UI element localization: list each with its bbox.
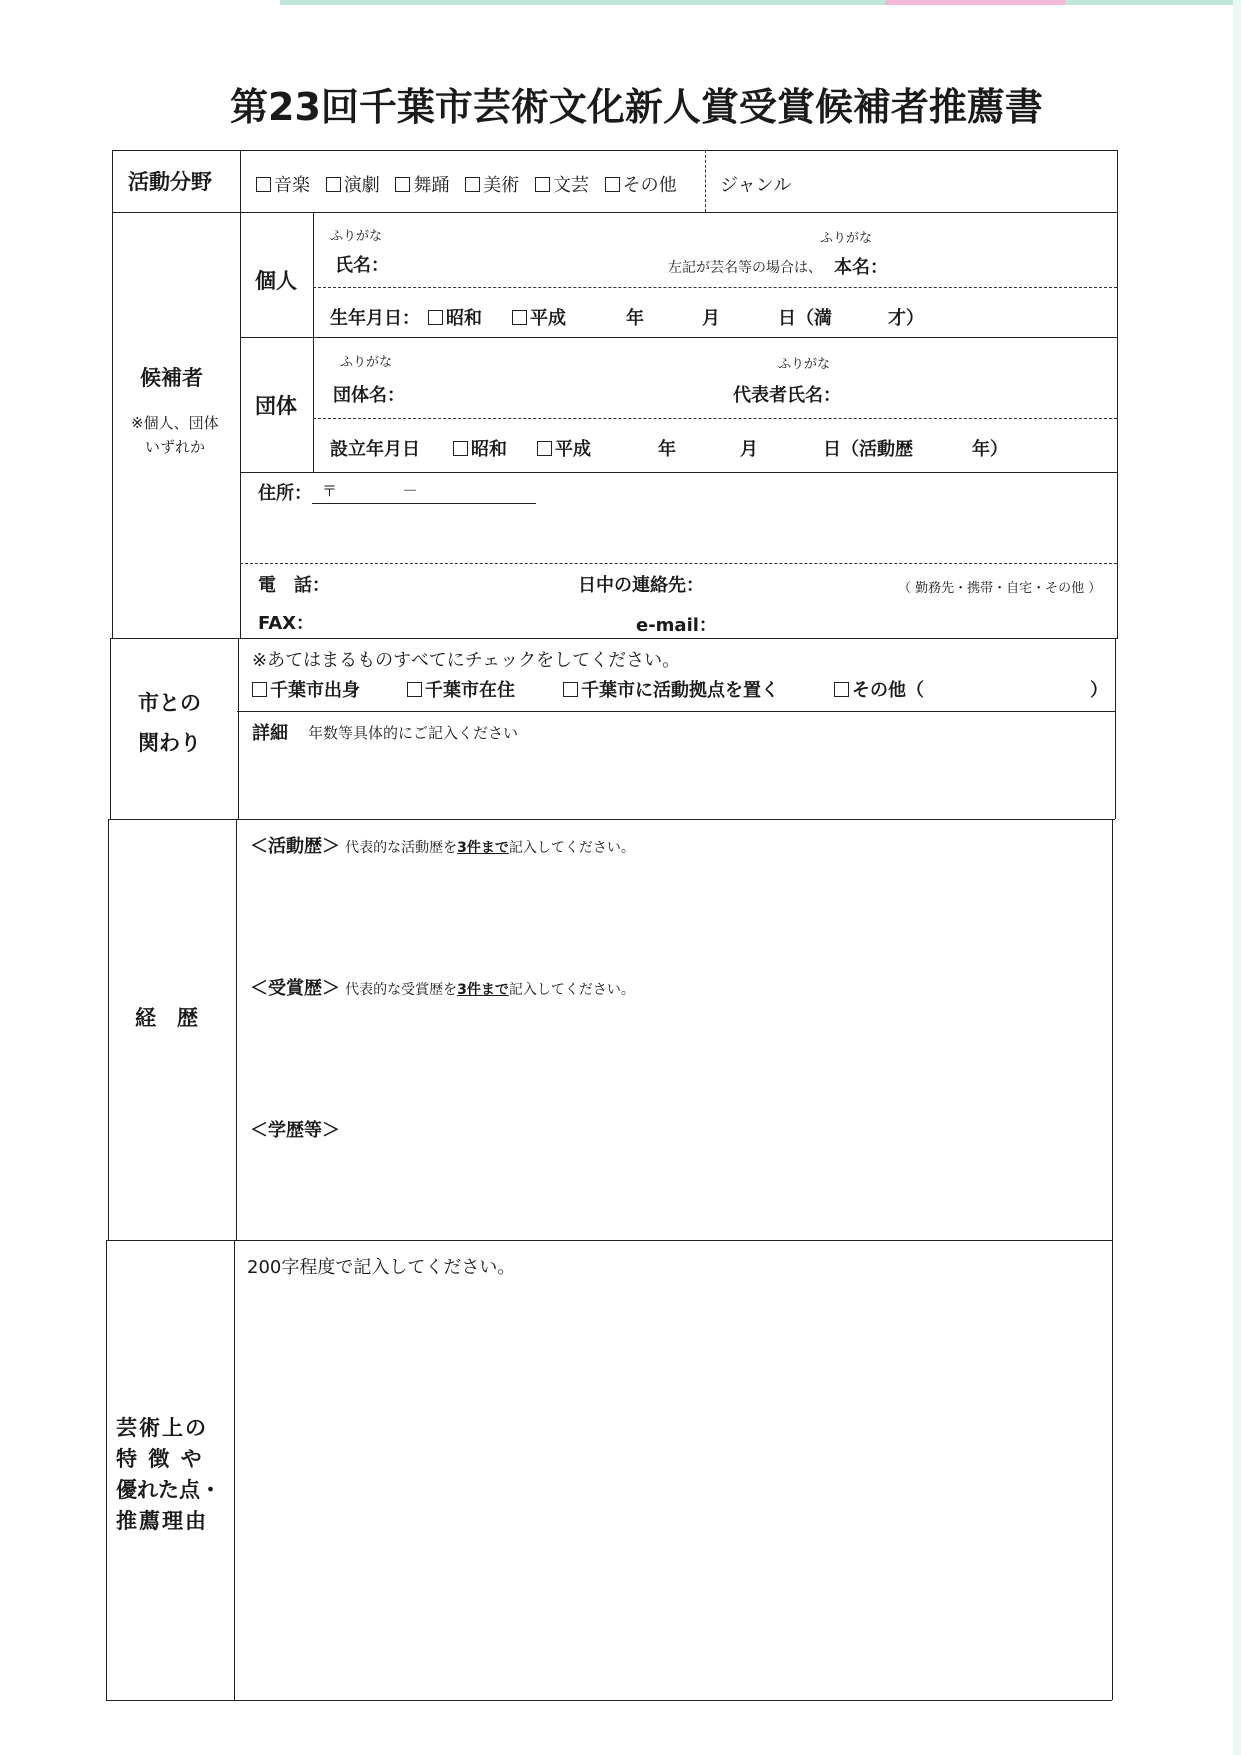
postal-mark: 〒	[322, 482, 338, 500]
genre-divider	[705, 150, 706, 212]
row-divider	[240, 472, 1118, 473]
label-column-divider	[238, 638, 239, 819]
field-option-other[interactable]: その他	[605, 175, 677, 196]
top-pink-tab	[885, 0, 1065, 5]
activity-history	[250, 832, 635, 858]
representative-name-label: 代表者氏名：	[733, 385, 841, 406]
postal-code-underline	[312, 503, 536, 504]
row-divider	[110, 638, 1118, 639]
table-border-left	[108, 819, 109, 1240]
row-divider	[237, 711, 1115, 712]
birth-month-unit: 月	[702, 308, 720, 329]
founded-era-showa[interactable]: 昭和	[453, 435, 507, 461]
award-note: 代表的な受賞歴を3件まで記入してください。	[345, 982, 635, 998]
relation-other-close: ）	[1090, 680, 1108, 701]
row-divider	[108, 819, 1115, 820]
phone-label: 電 話：	[258, 575, 330, 596]
relation-option-other[interactable]: その他（	[834, 676, 924, 702]
activity-note: 代表的な活動歴を3件まで記入してください。	[345, 840, 635, 856]
rep-furigana: ふりがな	[778, 357, 831, 372]
checkbox-icon[interactable]	[537, 441, 552, 456]
table-border-right	[1112, 819, 1113, 1700]
checkbox-icon[interactable]	[407, 682, 422, 697]
label-column-divider	[240, 150, 241, 638]
table-border-right	[1115, 638, 1116, 819]
founded-day-unit: 日（活動歴	[823, 439, 913, 460]
checkbox-icon[interactable]	[252, 682, 267, 697]
reason-instruction: 200字程度で記入してください。	[247, 1257, 516, 1278]
individual-dashed-divider	[313, 287, 1117, 288]
founded-month-unit: 月	[740, 439, 758, 460]
field-option-art[interactable]: 美術	[465, 175, 519, 196]
checkbox-icon[interactable]	[512, 310, 527, 325]
birth-day-unit: 日（満	[778, 308, 832, 329]
row-divider	[112, 212, 1118, 213]
group-dashed-divider	[313, 418, 1117, 419]
field-option-music[interactable]: 音楽	[256, 175, 310, 196]
founded-date-label: 設立年月日	[330, 439, 420, 460]
table-border-bottom	[106, 1700, 1112, 1701]
relation-label-line2: 関わり	[138, 731, 201, 755]
reason-label-line2: 特 徴 や	[116, 1447, 204, 1471]
sub-label-divider	[313, 212, 314, 472]
candidate-label: 候補者	[140, 366, 203, 390]
fax-label: FAX：	[258, 613, 315, 634]
activity-heading: ＜活動歴＞	[250, 836, 340, 857]
reason-label-line4: 推薦理由	[116, 1509, 208, 1533]
checkbox-icon[interactable]	[465, 177, 480, 192]
row-divider	[240, 337, 1118, 338]
checkbox-icon[interactable]	[256, 177, 271, 192]
birth-year-unit: 年	[626, 308, 644, 329]
checkbox-icon[interactable]	[326, 177, 341, 192]
email-label: e-mail：	[636, 615, 717, 636]
award-history	[250, 974, 635, 1000]
reason-label-line3: 優れた点・	[116, 1478, 221, 1502]
real-name-furigana: ふりがな	[820, 231, 873, 246]
birth-era-showa[interactable]: 昭和	[428, 304, 482, 330]
table-border-left	[112, 150, 113, 638]
right-scan-edge	[1233, 0, 1241, 1755]
candidate-note-line1: ※個人、団体	[131, 414, 219, 432]
relation-option-resident[interactable]: 千葉市在住	[407, 676, 515, 702]
address-label: 住所：	[258, 483, 312, 504]
checkbox-icon[interactable]	[605, 177, 620, 192]
field-options	[256, 171, 677, 197]
table-border-left	[110, 638, 111, 819]
group-label: 団体	[255, 394, 297, 418]
field-label: 活動分野	[128, 170, 212, 194]
founded-era-heisei[interactable]: 平成	[537, 435, 591, 461]
education-heading: ＜学歴等＞	[250, 1120, 340, 1141]
birthdate-label: 生年月日：	[330, 308, 420, 329]
age-unit: 才）	[888, 308, 924, 329]
relation-option-born[interactable]: 千葉市出身	[252, 676, 360, 702]
genre-label: ジャンル	[720, 175, 792, 196]
group-name-label: 団体名：	[333, 385, 405, 406]
relation-detail-note: 年数等具体的にご記入ください	[308, 724, 519, 742]
field-option-literature[interactable]: 文芸	[535, 175, 589, 196]
group-furigana: ふりがな	[340, 355, 393, 370]
postal-dash: －	[402, 481, 419, 500]
founded-year-unit: 年	[658, 439, 676, 460]
form-title: 第23回千葉市芸術文化新人賞受賞候補者推薦書	[230, 85, 1043, 129]
real-name-field-label: 本名：	[834, 257, 888, 278]
checkbox-icon[interactable]	[834, 682, 849, 697]
checkbox-icon[interactable]	[453, 441, 468, 456]
checkbox-icon[interactable]	[563, 682, 578, 697]
top-color-strip	[280, 0, 1241, 5]
checkbox-icon[interactable]	[428, 310, 443, 325]
table-border-top	[112, 150, 1118, 151]
career-label: 経 歴	[135, 1006, 198, 1030]
relation-instruction: ※あてはまるものすべてにチェックをしてください。	[252, 650, 681, 671]
field-option-dance[interactable]: 舞踊	[395, 175, 449, 196]
name-field-label: 氏名：	[335, 255, 389, 276]
label-column-divider	[236, 819, 237, 1240]
individual-furigana: ふりがな	[330, 229, 383, 244]
individual-label: 個人	[255, 269, 297, 293]
candidate-note-line2: いずれか	[145, 438, 206, 456]
birth-era-heisei[interactable]: 平成	[512, 304, 566, 330]
history-year-unit: 年）	[972, 439, 1008, 460]
stage-name-note: 左記が芸名等の場合は、	[668, 260, 822, 276]
row-divider	[106, 1240, 1113, 1241]
table-border-right	[1117, 150, 1118, 638]
daytime-contact-options: （ 勤務先・携帯・自宅・その他 ）	[898, 581, 1102, 596]
award-heading: ＜受賞歴＞	[250, 978, 340, 999]
relation-detail-label: 詳細	[252, 723, 288, 744]
label-column-divider	[234, 1240, 235, 1700]
reason-label-line1: 芸術上の	[116, 1416, 208, 1440]
field-option-drama[interactable]: 演劇	[326, 175, 380, 196]
relation-label-line1: 市との	[138, 691, 201, 715]
checkbox-icon[interactable]	[395, 177, 410, 192]
relation-option-base[interactable]: 千葉市に活動拠点を置く	[563, 676, 779, 702]
daytime-contact-label: 日中の連絡先：	[578, 575, 704, 596]
address-dashed-divider	[240, 563, 1117, 564]
checkbox-icon[interactable]	[535, 177, 550, 192]
table-border-left	[106, 1240, 107, 1700]
